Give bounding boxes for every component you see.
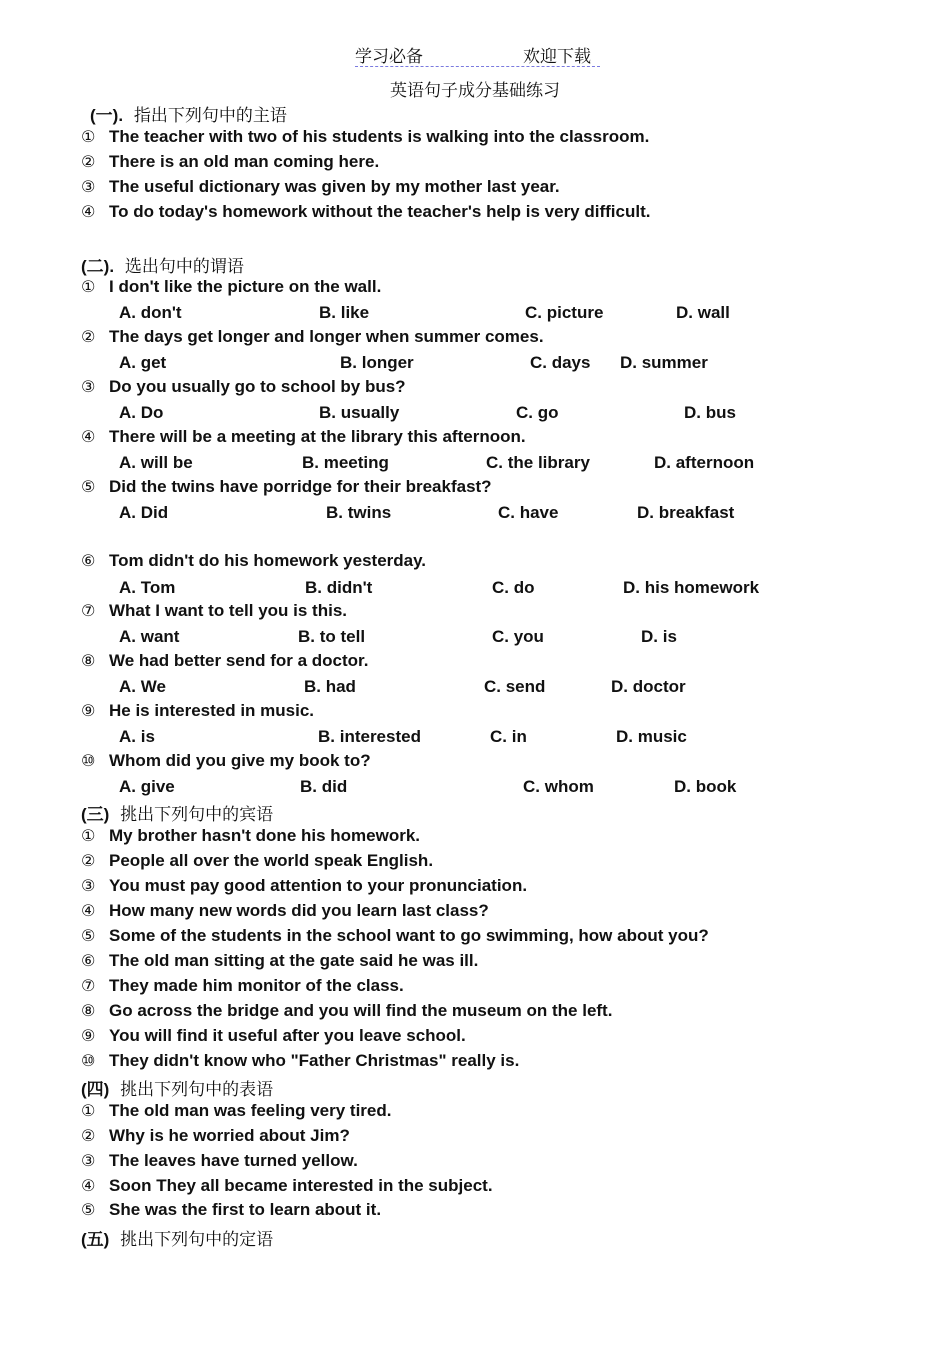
item-number: ① [81, 826, 96, 845]
option-b: B. did [300, 777, 348, 796]
option-c: C. have [498, 503, 559, 522]
item-number: ④ [81, 427, 96, 446]
item-text: My brother hasn't done his homework. [109, 826, 421, 845]
list-item [81, 926, 709, 946]
item-number: ⑨ [81, 701, 96, 720]
option-a: A. We [119, 677, 166, 696]
page-title: 英语句子成分基础练习 [390, 81, 560, 101]
option-c: C. the library [486, 453, 590, 472]
list-item [81, 876, 527, 896]
item-number: ⑤ [81, 1200, 96, 1219]
item-text: The days get longer and longer when summer comes. [109, 327, 544, 346]
option-a: A. Do [119, 403, 164, 422]
option-b: B. usually [319, 403, 400, 422]
section-5-label: (五) [81, 1230, 110, 1249]
question-item [81, 551, 426, 571]
option-d: D. his homework [623, 578, 760, 597]
item-text: How many new words did you learn last class? [109, 901, 489, 920]
section-5-heading [81, 1225, 273, 1250]
option-c: C. send [484, 677, 546, 696]
option-d: D. breakfast [637, 503, 735, 522]
list-item [81, 127, 649, 147]
list-item [81, 901, 489, 921]
section-1-heading [90, 101, 287, 126]
item-text: The leaves have turned yellow. [109, 1151, 358, 1170]
item-text: Did the twins have porridge for their breakfast? [109, 477, 492, 496]
item-text: She was the first to learn about it. [109, 1200, 382, 1219]
question-item [81, 427, 526, 447]
option-d: D. bus [684, 403, 736, 422]
item-text: The old man was feeling very tired. [109, 1101, 392, 1120]
item-number: ④ [81, 901, 96, 920]
section-2-label: (二). [81, 257, 115, 276]
item-text: The old man sitting at the gate said he was ill. [109, 951, 479, 970]
list-item [81, 1101, 391, 1121]
option-c: C. go [516, 403, 559, 422]
item-number: ① [81, 127, 96, 146]
list-item [81, 1200, 381, 1220]
option-a: A. Tom [119, 578, 176, 597]
item-text: People all over the world speak English. [109, 851, 434, 870]
option-d: D. is [641, 627, 677, 646]
option-d: D. music [616, 727, 687, 746]
question-item [81, 277, 381, 297]
item-text: There is an old man coming here. [109, 152, 380, 171]
list-item [81, 202, 650, 222]
item-text: I don't like the picture on the wall. [109, 277, 382, 296]
section-3-heading [81, 800, 273, 825]
section-1-label: (一). [90, 106, 124, 125]
item-number: ⑧ [81, 1001, 96, 1020]
question-item [81, 377, 406, 397]
page-header [355, 42, 600, 67]
list-item [81, 1151, 358, 1171]
section-2-title: 选出句中的谓语 [124, 257, 244, 277]
option-d: D. book [674, 777, 737, 796]
item-text: Go across the bridge and you will find the museum on the left. [109, 1001, 613, 1020]
item-number: ⑥ [81, 951, 96, 970]
list-item [81, 152, 379, 172]
question-item [81, 327, 544, 347]
list-item [81, 851, 433, 871]
item-number: ② [81, 851, 96, 870]
option-c: C. days [530, 353, 591, 372]
item-number: ⑨ [81, 1026, 96, 1045]
item-text: What I want to tell you is this. [109, 601, 348, 620]
item-text: He is interested in music. [109, 701, 315, 720]
item-number: ④ [81, 1176, 96, 1195]
list-item [81, 1001, 612, 1021]
list-item [81, 1176, 493, 1196]
header-right: 欢迎下载 [523, 47, 591, 67]
item-text: Tom didn't do his homework yesterday. [109, 551, 427, 570]
item-text: Some of the students in the school want to go swimming, how about you? [109, 926, 709, 945]
item-text: To do today's homework without the teacher's help is very difficult. [109, 202, 651, 221]
item-number: ③ [81, 377, 96, 396]
item-text: You must pay good attention to your pronunciation. [109, 876, 528, 895]
option-d: D. afternoon [654, 453, 755, 472]
option-b: B. like [319, 303, 370, 322]
item-number: ① [81, 1101, 96, 1120]
question-item [81, 601, 347, 621]
list-item [81, 976, 404, 996]
item-text: Soon They all became interested in the subject. [109, 1176, 493, 1195]
question-item [81, 701, 314, 721]
option-c: C. whom [523, 777, 594, 796]
item-number: ⑦ [81, 976, 96, 995]
item-number: ③ [81, 876, 96, 895]
section-4-title: 挑出下列句中的表语 [120, 1080, 274, 1100]
item-number: ⑩ [81, 1051, 96, 1070]
list-item [81, 1026, 466, 1046]
item-text: We had better send for a doctor. [109, 651, 369, 670]
option-a: A. give [119, 777, 175, 796]
item-number: ② [81, 1126, 96, 1145]
option-b: B. to tell [298, 627, 366, 646]
option-a: A. will be [119, 453, 193, 472]
item-text: Whom did you give my book to? [109, 751, 371, 770]
item-text: They didn't know who "Father Christmas" really is. [109, 1051, 520, 1070]
list-item [81, 1126, 350, 1146]
item-number: ⑤ [81, 926, 96, 945]
section-3-title: 挑出下列句中的宾语 [120, 805, 274, 825]
option-c: C. do [492, 578, 535, 597]
option-c: C. you [492, 627, 544, 646]
item-number: ① [81, 277, 96, 296]
item-number: ② [81, 327, 96, 346]
item-text: Why is he worried about Jim? [109, 1126, 350, 1145]
item-number: ⑩ [81, 751, 96, 770]
item-text: The useful dictionary was given by my mother last year. [109, 177, 560, 196]
section-4-heading [81, 1075, 273, 1100]
list-item [81, 177, 560, 197]
option-b: B. had [304, 677, 356, 696]
option-d: D. doctor [611, 677, 686, 696]
item-number: ③ [81, 1151, 96, 1170]
question-item [81, 751, 371, 771]
item-text: They made him monitor of the class. [109, 976, 404, 995]
list-item [81, 951, 478, 971]
item-number: ③ [81, 177, 96, 196]
item-text: There will be a meeting at the library this afternoon. [109, 427, 526, 446]
option-a: A. is [119, 727, 155, 746]
question-item [81, 477, 492, 497]
item-text: You will find it useful after you leave school. [109, 1026, 466, 1045]
item-text: The teacher with two of his students is walking into the classroom. [109, 127, 650, 146]
section-5-title: 挑出下列句中的定语 [120, 1230, 274, 1250]
item-number: ⑦ [81, 601, 96, 620]
option-a: A. get [119, 353, 167, 372]
section-3-label: (三) [81, 805, 110, 824]
item-number: ⑥ [81, 551, 96, 570]
option-b: B. interested [318, 727, 421, 746]
question-item [81, 651, 368, 671]
item-number: ⑧ [81, 651, 96, 670]
option-b: B. twins [326, 503, 392, 522]
option-b: B. didn't [305, 578, 373, 597]
item-number: ② [81, 152, 96, 171]
section-1-title: 指出下列句中的主语 [133, 106, 287, 126]
option-a: A. want [119, 627, 180, 646]
option-b: B. meeting [302, 453, 389, 472]
option-b: B. longer [340, 353, 414, 372]
section-4-label: (四) [81, 1080, 110, 1099]
option-c: C. picture [525, 303, 604, 322]
option-d: D. wall [676, 303, 730, 322]
list-item [81, 826, 420, 846]
option-a: A. Did [119, 503, 169, 522]
header-left: 学习必备 [355, 47, 423, 67]
option-c: C. in [490, 727, 527, 746]
item-text: Do you usually go to school by bus? [109, 377, 406, 396]
option-d: D. summer [620, 353, 708, 372]
section-2-heading [81, 252, 244, 277]
item-number: ⑤ [81, 477, 96, 496]
item-number: ④ [81, 202, 96, 221]
option-a: A. don't [119, 303, 182, 322]
list-item [81, 1051, 519, 1071]
